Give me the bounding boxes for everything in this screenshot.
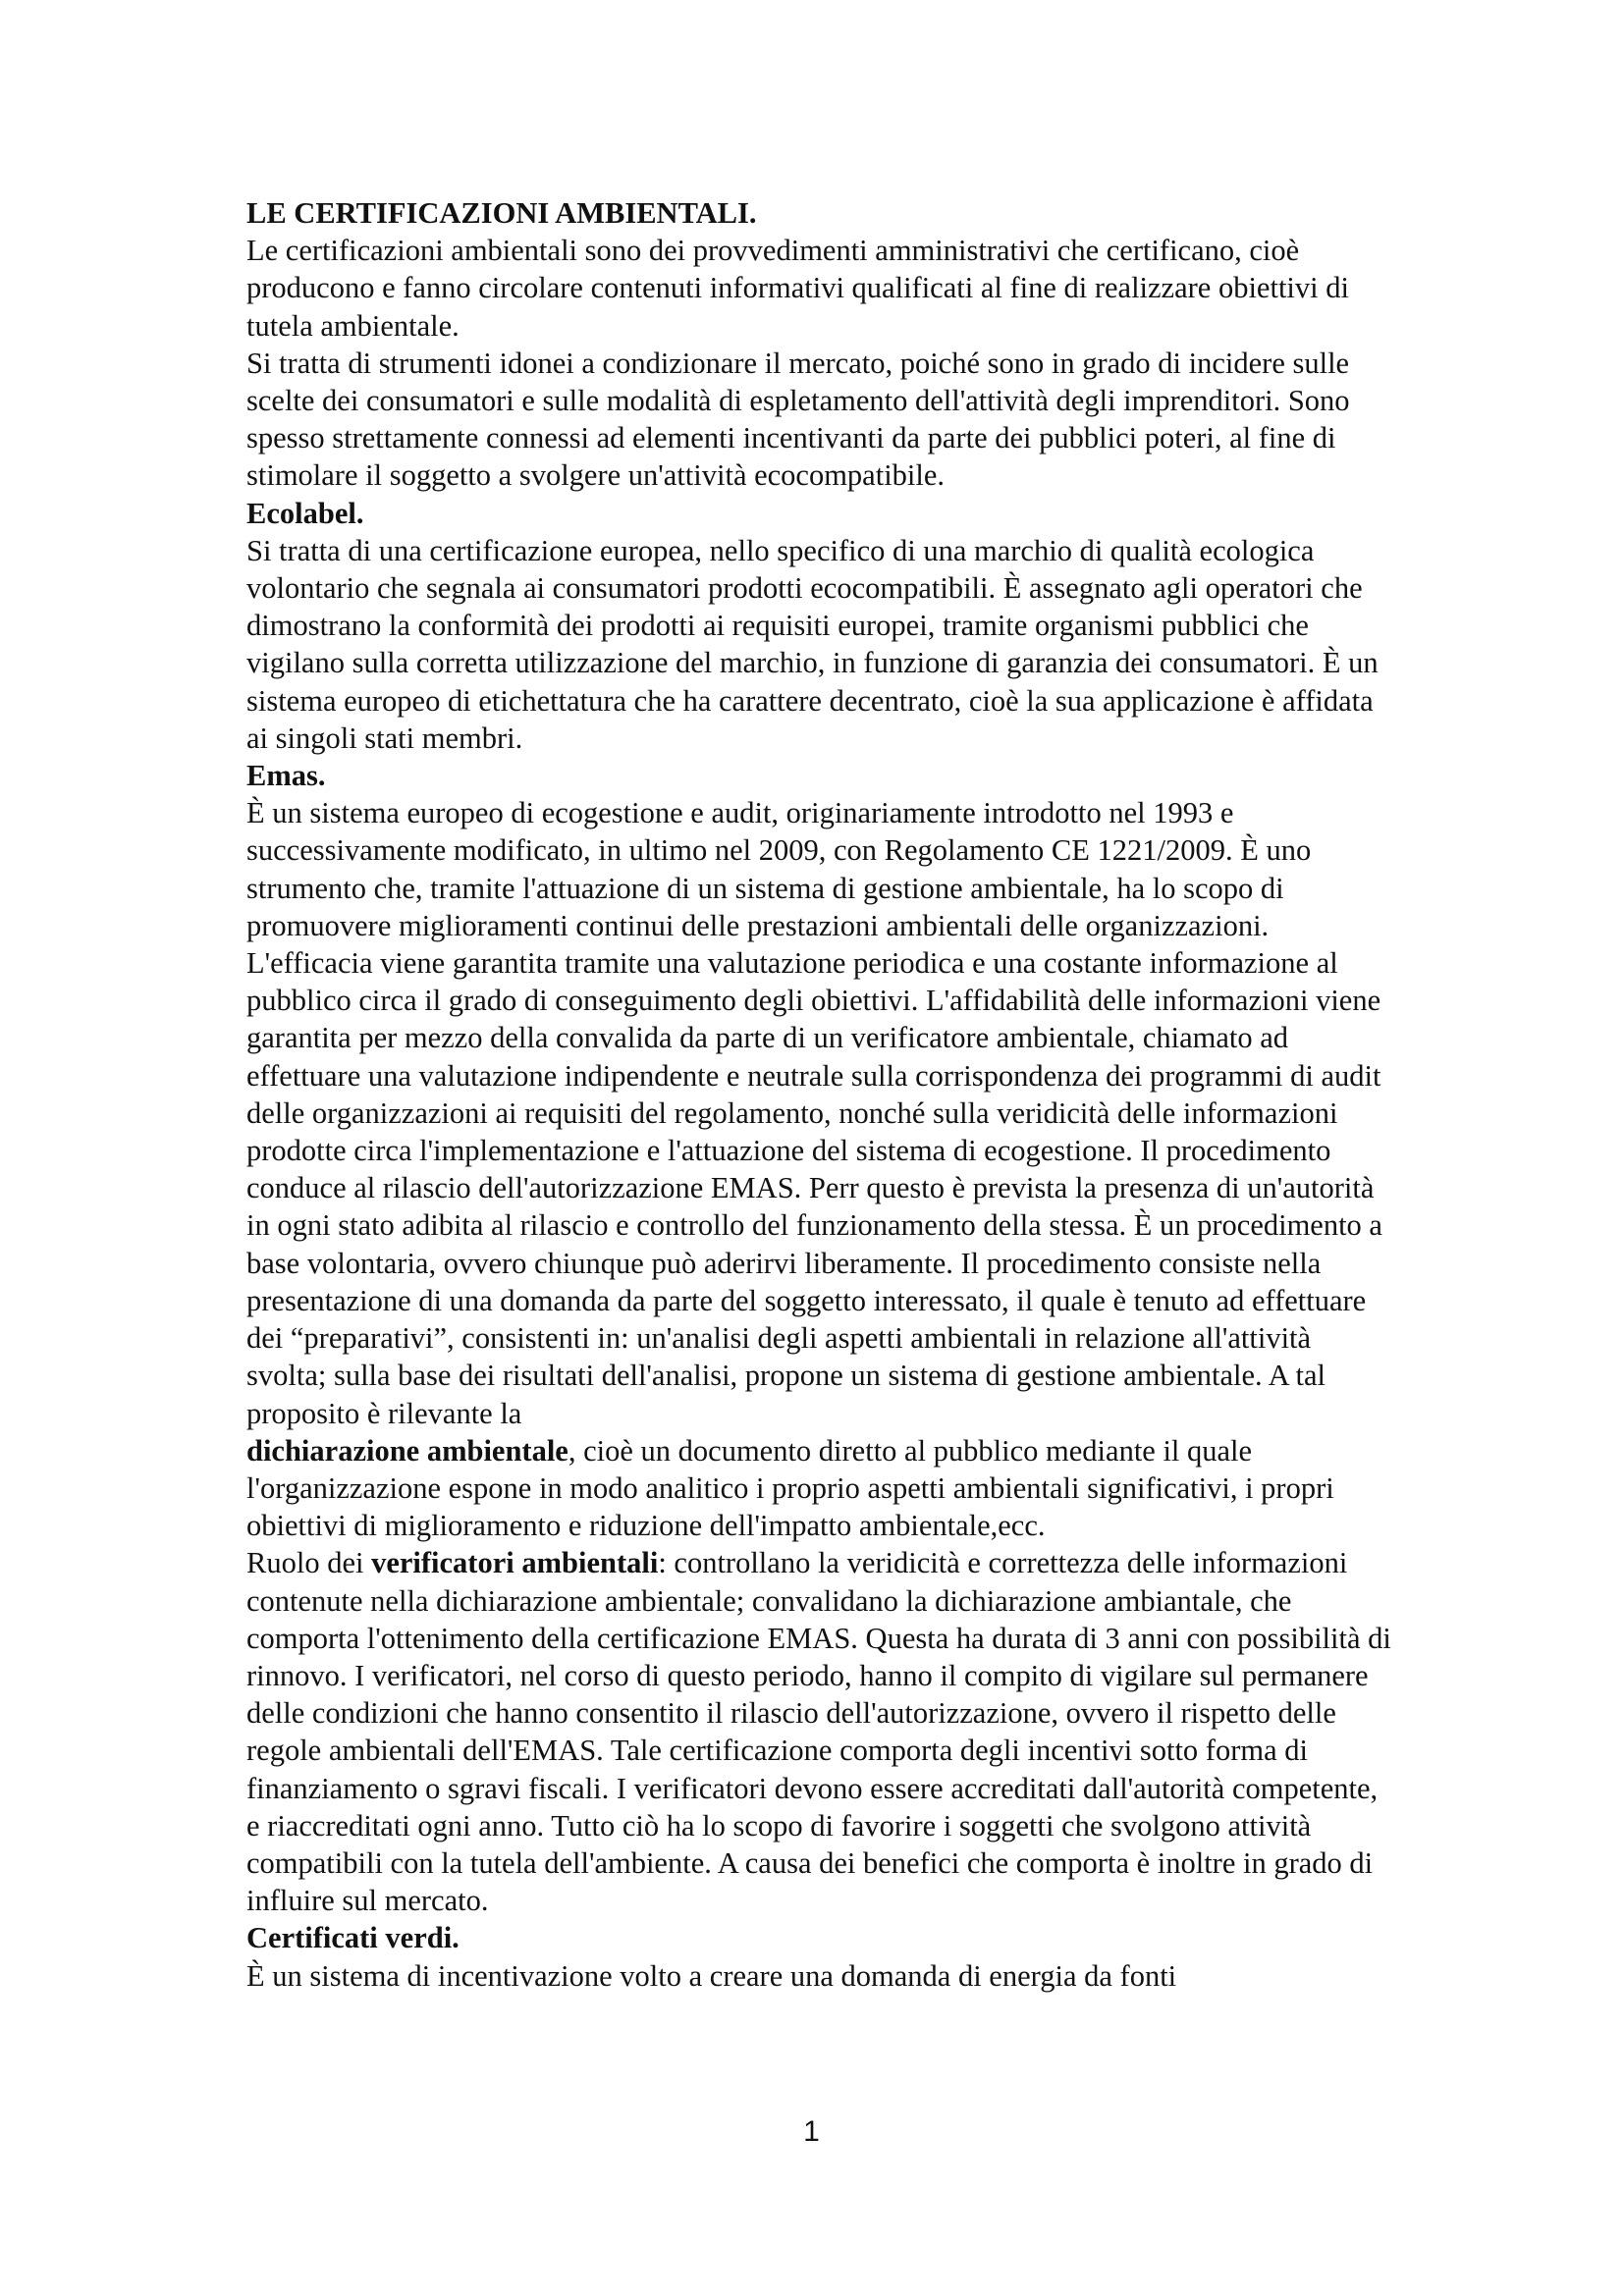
section-heading-ecolabel: Ecolabel. [246, 496, 364, 530]
emas-text-a: È un sistema europeo di ecogestione e audit, originariamente introdotto nel 1993 e successivamente modificato, in ultimo nel 2009, con Regolamento CE 1221/2009. È uno strumento che, tramite l'attuazione di un sistema di gestione ambientale, ha lo scopo di promuovere miglioramenti continui delle prestazioni ambientali delle organizzazioni. L'efficacia viene garantita tramite una valutazione periodica e una costante informazione al pubblico circa il grado di conseguimento degli obiettivi. L'affidabilità delle informazioni viene garantita per mezzo della convalida da parte di un verificatore ambientale, chiamato ad effettuare una valutazione indipendente e neutrale sulla corrispondenza dei programmi di audit delle organizzazioni ai requisiti del regolamento, nonché sulla veridicità delle informazioni prodotte circa l'implementazione e l'attuazione del sistema di ecogestione. Il procedimento conduce al rilascio dell'autorizzazione EMAS. Perr questo è prevista la presenza di un'autorità in ogni stato adibita al rilascio e controllo del funzionamento della stessa. È un procedimento a base volontaria, ovvero chiunque può aderirvi liberamente. Il procedimento consiste nella presentazione di una domanda da parte del soggetto interessato, il quale è tenuto ad effettuare dei “preparativi”, consistenti in: un'analisi degli aspetti ambientali in relazione all'attività svolta; sulla base dei risultati dell'analisi, propone un sistema di gestione ambientale. A tal proposito è rilevante la [246, 796, 1382, 1430]
emas-text-b: , cioè un documento diretto al pubblico mediante il quale l'organizzazione espone in modo analitico i proprio aspetti ambientali significativi, i propri obiettivi di miglioramento e riduzione dell'impatto ambientale,ecc. [246, 1433, 1334, 1543]
ecolabel-paragraph: Si tratta di una certificazione europea, nello specifico di una marchio di qualità ecologica volontario che segnala ai consumatori prodotti ecocompatibili. È assegnato agli operatori che dimostrano la conformità dei prodotti ai requisiti europei, tramite organismi pubblici che vigilano sulla corretta utilizzazione del marchio, in funzione di garanzia dei consumatori. È un sistema europeo di etichettatura che ha carattere decentrato, cioè la sua applicazione è affidata ai singoli stati membri. [246, 533, 1379, 755]
intro-paragraph-1: Le certificazioni ambientali sono dei provvedimenti amministrativi che certificano, cioè producono e fanno circolare contenuti informativi qualificati al fine di realizzare obiettivi di tutela ambientale. [246, 234, 1349, 343]
document-page [246, 194, 1395, 1995]
emas-paragraph-1 [246, 794, 1395, 1544]
document-title: LE CERTIFICAZIONI AMBIENTALI. [246, 196, 757, 230]
bold-term-dichiarazione: dichiarazione ambientale [246, 1433, 568, 1468]
section-heading-certificati-verdi: Certificati verdi. [246, 1921, 460, 1955]
emas-text-d: : controllano la veridicità e correttezza delle informazioni contenute nella dichiarazione ambientale; convalidano la dichiarazione ambiantale, che comporta l'ottenimento della certificazione EMAS. Questa ha durata di 3 anni con possibilità di rinnovo. I verificatori, nel corso di questo periodo, hanno il compito di vigilare sul permanere delle condizioni che hanno consentito il rilascio dell'autorizzazione, ovvero il rispetto delle regole ambientali dell'EMAS. Tale certificazione comporta degli incentivi sotto forma di finanziamento o sgravi fiscali. I verificatori devono essere accreditati dall'autorità competente, e riaccreditati ogni anno. Tutto ciò ha lo scopo di favorire i soggetti che svolgono attività compatibili con la tutela dell'ambiente. A causa dei benefici che comporta è inoltre in grado di influire sul mercato. [246, 1546, 1391, 1918]
emas-paragraph-2 [246, 1544, 1395, 1919]
page-number: 1 [803, 2115, 820, 2148]
intro-paragraph-2: Si tratta di strumenti idonei a condizionare il mercato, poiché sono in grado di incidere sulle scelte dei consumatori e sulle modalità di espletamento dell'attività degli imprenditori. Sono spesso strettamente connessi ad elementi incentivanti da parte dei pubblici poteri, al fine di stimolare il soggetto a svolgere un'attività ecocompatibile. [246, 346, 1350, 493]
section-heading-emas: Emas. [246, 759, 326, 793]
bold-term-verificatori: verificatori ambientali [371, 1546, 659, 1580]
certificati-verdi-paragraph: È un sistema di incentivazione volto a creare una domanda di energia da fonti [246, 1958, 1177, 1993]
emas-text-c: Ruolo dei [246, 1546, 372, 1580]
